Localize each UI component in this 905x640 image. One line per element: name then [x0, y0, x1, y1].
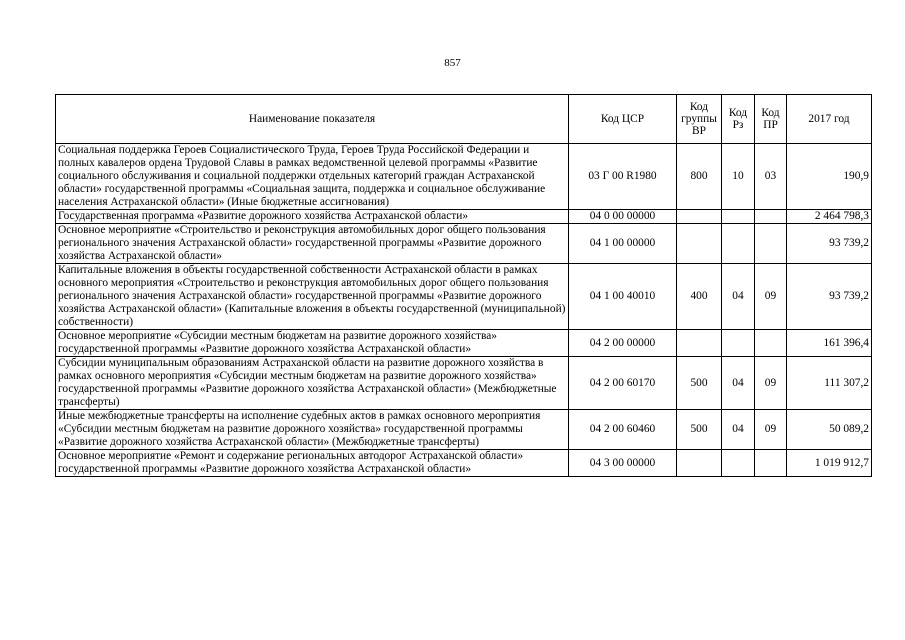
page-number: 857 [444, 57, 461, 69]
row-amount: 161 396,4 [787, 330, 872, 357]
row-vr [677, 330, 722, 357]
row-amount: 190,9 [787, 144, 872, 210]
row-vr [677, 450, 722, 477]
row-name: Субсидии муниципальным образованиям Астраханской области на развитие дорожного хозяйства в рамках основного мероприятия «Субсидии местным бюджетам на развитие дорожного хозяйства» государственной программы «Развитие дорожного хозяйства Астраханской области» (Межбюджетные трансферты) [56, 357, 569, 410]
row-name: Социальная поддержка Героев Социалистического Труда, Героев Труда Российской Федерации и полных кавалеров ордена Трудовой Славы в рамках ведомственной целевой программы «Развитие социального обслуживания и социальной поддержки отдельных категорий граждан Астраханской области» государственной программы «Социальная защита, поддержка и социальное обслуживание населения Астраханской области» (Иные бюджетные ассигнования) [56, 144, 569, 210]
row-pr [755, 450, 787, 477]
row-csr: 04 2 00 60460 [569, 410, 677, 450]
row-rz [722, 210, 755, 224]
row-pr: 09 [755, 357, 787, 410]
row-amount: 2 464 798,3 [787, 210, 872, 224]
row-csr: 04 0 00 00000 [569, 210, 677, 224]
table-row [56, 210, 872, 224]
header-pr: Код ПР [755, 95, 787, 144]
table-row [56, 450, 872, 477]
row-pr [755, 330, 787, 357]
row-csr: 04 2 00 00000 [569, 330, 677, 357]
header-year: 2017 год [787, 95, 872, 144]
row-vr: 800 [677, 144, 722, 210]
row-csr: 04 2 00 60170 [569, 357, 677, 410]
header-vr: Код группы ВР [677, 95, 722, 144]
row-amount: 93 739,2 [787, 224, 872, 264]
table-row [56, 264, 872, 330]
table-row [56, 144, 872, 210]
table-row [56, 410, 872, 450]
row-csr: 04 1 00 00000 [569, 224, 677, 264]
table-row [56, 330, 872, 357]
row-rz: 04 [722, 357, 755, 410]
row-vr: 500 [677, 410, 722, 450]
budget-table [55, 94, 872, 477]
row-csr: 04 1 00 40010 [569, 264, 677, 330]
header-name: Наименование показателя [56, 95, 569, 144]
row-csr: 03 Г 00 R1980 [569, 144, 677, 210]
row-pr: 09 [755, 410, 787, 450]
row-rz: 04 [722, 264, 755, 330]
row-rz [722, 450, 755, 477]
row-name: Государственная программа «Развитие дорожного хозяйства Астраханской области» [56, 210, 569, 224]
row-name: Капитальные вложения в объекты государственной собственности Астраханской области в рамках основного мероприятия «Строительство и реконструкция автомобильных дорог общего пользования регионального значения Астраханской области» государственной программы «Развитие дорожного хозяйства Астраханской области» (Капитальные вложения в объекты государственной (муниципальной) собственности) [56, 264, 569, 330]
row-rz: 10 [722, 144, 755, 210]
table-header-row [56, 95, 872, 144]
header-csr: Код ЦСР [569, 95, 677, 144]
row-vr [677, 210, 722, 224]
table-row [56, 224, 872, 264]
row-amount: 93 739,2 [787, 264, 872, 330]
row-amount: 50 089,2 [787, 410, 872, 450]
row-vr: 500 [677, 357, 722, 410]
row-amount: 111 307,2 [787, 357, 872, 410]
table-row [56, 357, 872, 410]
row-pr: 03 [755, 144, 787, 210]
row-rz [722, 330, 755, 357]
header-rz: Код Рз [722, 95, 755, 144]
row-name: Основное мероприятие «Строительство и реконструкция автомобильных дорог общего пользования регионального значения Астраханской области» государственной программы «Развитие дорожного хозяйства Астраханской области» [56, 224, 569, 264]
row-rz: 04 [722, 410, 755, 450]
row-rz [722, 224, 755, 264]
row-vr [677, 224, 722, 264]
row-name: Основное мероприятие «Ремонт и содержание региональных автодорог Астраханской области» государственной программы «Развитие дорожного хозяйства Астраханской области» [56, 450, 569, 477]
row-amount: 1 019 912,7 [787, 450, 872, 477]
row-vr: 400 [677, 264, 722, 330]
row-csr: 04 3 00 00000 [569, 450, 677, 477]
row-pr [755, 210, 787, 224]
row-pr: 09 [755, 264, 787, 330]
row-pr [755, 224, 787, 264]
row-name: Иные межбюджетные трансферты на исполнение судебных актов в рамках основного мероприятия «Субсидии местным бюджетам на развитие дорожного хозяйства» государственной программы «Развитие дорожного хозяйства Астраханской области» (Межбюджетные трансферты) [56, 410, 569, 450]
row-name: Основное мероприятие «Субсидии местным бюджетам на развитие дорожного хозяйства» государственной программы «Развитие дорожного хозяйства Астраханской области» [56, 330, 569, 357]
